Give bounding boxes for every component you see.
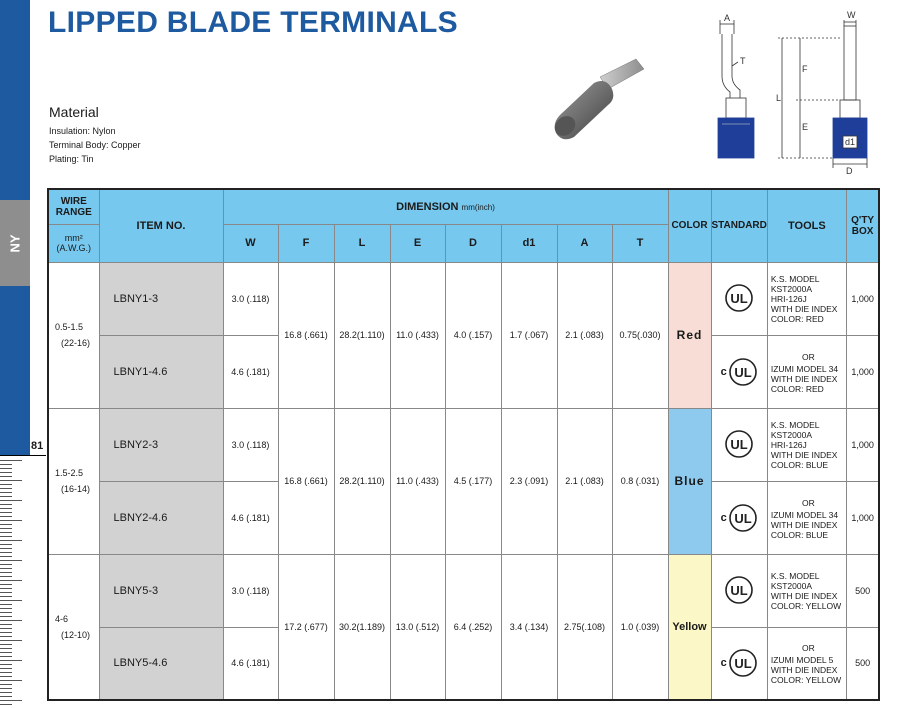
qty-cell: 500 [846, 627, 879, 700]
tools-cell: K.S. MODEL KST2000A WITH DIE INDEX COLOR: YELLOW [767, 554, 846, 627]
dim-d1-cell: 3.4 (.134) [501, 554, 557, 700]
ruler-tick [0, 680, 22, 681]
ruler-tick [0, 516, 12, 517]
ruler-tick [0, 508, 12, 509]
ruler-tick [0, 500, 22, 501]
svg-text:UL: UL [734, 510, 752, 526]
ruler-tick [0, 572, 12, 573]
dim-a-cell: 2.1 (.083) [557, 408, 612, 554]
dim-f-cell: 17.2 (.677) [278, 554, 334, 700]
ruler-tick [0, 484, 12, 485]
product-photo [548, 55, 648, 145]
material-section [49, 104, 141, 166]
ruler-tick [0, 544, 12, 545]
ruler-tick [0, 676, 12, 677]
item-number-cell: LBNY1-3 [99, 262, 223, 335]
svg-text:T: T [740, 56, 746, 66]
page-number: 81 [31, 440, 44, 452]
svg-text:D: D [846, 166, 853, 176]
svg-text:A: A [724, 13, 731, 23]
svg-text:UL: UL [730, 436, 748, 452]
ruler-tick [0, 528, 12, 529]
dim-col-header: W [223, 224, 278, 262]
dim-col-header: d1 [501, 224, 557, 262]
or-label: OR [802, 643, 815, 654]
ruler-tick [0, 636, 12, 637]
or-label: OR [802, 497, 815, 508]
dim-f-cell: 16.8 (.661) [278, 408, 334, 554]
dim-w-cell: 4.6 (.181) [223, 627, 278, 700]
table-row [48, 408, 879, 481]
ruler-tick [0, 468, 12, 469]
tools-cell: K.S. MODEL KST2000A HRI-126J WITH DIE INDEX COLOR: BLUE [767, 408, 846, 481]
ruler-tick [0, 624, 12, 625]
qty-cell: 1,000 [846, 262, 879, 335]
dim-w-cell: 3.0 (.118) [223, 262, 278, 335]
ruler-tick [0, 480, 22, 481]
ruler-tick [0, 612, 12, 613]
qty-header: Q'TY BOX [846, 189, 879, 262]
color-cell: Red [668, 262, 711, 408]
item-number-cell: LBNY5-3 [99, 554, 223, 627]
tools-cell: OR IZUMI MODEL 34 WITH DIE INDEX COLOR: BLUE [767, 481, 846, 554]
dim-w-cell: 3.0 (.118) [223, 408, 278, 481]
item-number-cell: LBNY2-4.6 [99, 481, 223, 554]
ruler-tick [0, 588, 12, 589]
ruler-tick [0, 652, 12, 653]
ul-mark-icon [724, 575, 754, 605]
ruler-tick [0, 584, 12, 585]
ruler-tick [0, 656, 12, 657]
ruler-tick [0, 488, 12, 489]
dim-d-cell: 6.4 (.252) [445, 554, 501, 700]
page-title: LIPPED BLADE TERMINALS [48, 6, 458, 39]
item-no-header: ITEM NO. [99, 189, 223, 262]
ruler-tick [0, 688, 12, 689]
dim-d-cell: 4.0 (.157) [445, 262, 501, 408]
dim-l-cell: 28.2(1.110) [334, 408, 390, 554]
standard-cell [711, 554, 767, 627]
wire-range-header: WIRE RANGE [48, 189, 99, 224]
dim-a-cell: 2.1 (.083) [557, 262, 612, 408]
dim-e-cell: 11.0 (.433) [390, 408, 445, 554]
standard-cell [711, 262, 767, 335]
dim-l-cell: 28.2(1.110) [334, 262, 390, 408]
dim-f-cell: 16.8 (.661) [278, 262, 334, 408]
ruler-tick [0, 512, 12, 513]
ruler-tick [0, 632, 12, 633]
ruler-tick [0, 620, 22, 621]
ruler-tick [0, 556, 12, 557]
ruler-tick [0, 524, 12, 525]
specs-table [47, 188, 880, 701]
item-number-cell: LBNY1-4.6 [99, 335, 223, 408]
wire-range-cell: 1.5-2.5 (16-14) [48, 408, 99, 554]
ruler-tick [0, 464, 12, 465]
ruler-tick [0, 648, 12, 649]
ul-mark-icon [724, 283, 754, 313]
ruler-tick [0, 660, 22, 661]
cul-mark-icon: c UL [721, 503, 758, 533]
qty-cell: 500 [846, 554, 879, 627]
color-cell: Blue [668, 408, 711, 554]
ruler-marks [0, 460, 30, 708]
dim-t-cell: 0.8 (.031) [612, 408, 668, 554]
section-tab: NY [0, 200, 30, 286]
dim-col-header: F [278, 224, 334, 262]
dim-a-cell: 2.75(.108) [557, 554, 612, 700]
standard-cell [711, 408, 767, 481]
ruler-tick [0, 548, 12, 549]
or-label: OR [802, 351, 815, 362]
ul-mark-icon [724, 429, 754, 459]
dim-e-cell: 13.0 (.512) [390, 554, 445, 700]
dim-d1-cell: 1.7 (.067) [501, 262, 557, 408]
svg-text:L: L [776, 93, 782, 103]
color-cell: Yellow [668, 554, 711, 700]
svg-text:UL: UL [734, 656, 752, 672]
wire-range-cell: 4-6 (12-10) [48, 554, 99, 700]
ruler-tick [0, 476, 12, 477]
ruler-tick [0, 668, 12, 669]
svg-text:E: E [802, 122, 809, 132]
ruler-tick [0, 520, 22, 521]
ruler-tick [0, 532, 12, 533]
table-row [48, 554, 879, 627]
dim-w-cell: 4.6 (.181) [223, 481, 278, 554]
ruler-tick [0, 600, 22, 601]
ruler-tick [0, 684, 12, 685]
ruler-tick [0, 700, 22, 701]
ruler-tick [0, 540, 22, 541]
material-line: Insulation: Nylon [49, 126, 116, 136]
dim-w-cell: 3.0 (.118) [223, 554, 278, 627]
dim-col-header: D [445, 224, 501, 262]
tools-cell: OR IZUMI MODEL 5 WITH DIE INDEX COLOR: YELLOW [767, 627, 846, 700]
ruler-tick [0, 604, 12, 605]
dim-t-cell: 1.0 (.039) [612, 554, 668, 700]
ruler-tick [0, 616, 12, 617]
tools-header: TOOLS [767, 189, 846, 262]
ruler-tick [0, 580, 22, 581]
dim-l-cell: 30.2(1.189) [334, 554, 390, 700]
dim-col-header: E [390, 224, 445, 262]
ruler-tick [0, 704, 12, 705]
qty-cell: 1,000 [846, 408, 879, 481]
tools-cell: OR IZUMI MODEL 34 WITH DIE INDEX COLOR: RED [767, 335, 846, 408]
standard-cell [711, 627, 767, 700]
dim-col-header: A [557, 224, 612, 262]
item-number-cell: LBNY2-3 [99, 408, 223, 481]
ruler-tick [0, 560, 22, 561]
cul-mark-icon: c UL [721, 357, 758, 387]
ruler-tick [0, 628, 12, 629]
svg-text:UL: UL [730, 582, 748, 598]
table-row [48, 262, 879, 335]
ruler-tick [0, 696, 12, 697]
ruler-tick [0, 576, 12, 577]
wire-unit-header: mm² (A.W.G.) [48, 224, 99, 262]
dimension-drawing [700, 6, 880, 176]
dim-d1-cell: 2.3 (.091) [501, 408, 557, 554]
qty-cell: 1,000 [846, 481, 879, 554]
dim-t-cell: 0.75(.030) [612, 262, 668, 408]
item-number-cell: LBNY5-4.6 [99, 627, 223, 700]
cul-mark-icon: c UL [721, 648, 758, 678]
ruler-tick [0, 692, 12, 693]
ruler-tick [0, 460, 22, 461]
ruler-tick [0, 504, 12, 505]
ruler-tick [0, 640, 22, 641]
divider [0, 455, 46, 456]
qty-cell: 1,000 [846, 335, 879, 408]
material-line: Plating: Tin [49, 154, 94, 164]
tools-cell: K.S. MODEL KST2000A HRI-126J WITH DIE INDEX COLOR: RED [767, 262, 846, 335]
ruler-tick [0, 608, 12, 609]
ruler-tick [0, 536, 12, 537]
svg-text:d1: d1 [845, 137, 856, 147]
ruler-tick [0, 472, 12, 473]
dim-e-cell: 11.0 (.433) [390, 262, 445, 408]
svg-text:F: F [802, 64, 808, 74]
wire-range-cell: 0.5-1.5 (22-16) [48, 262, 99, 408]
ruler-tick [0, 644, 12, 645]
standard-cell [711, 481, 767, 554]
dim-col-header: T [612, 224, 668, 262]
ruler-tick [0, 664, 12, 665]
ruler-tick [0, 596, 12, 597]
ruler-tick [0, 496, 12, 497]
dim-w-cell: 4.6 (.181) [223, 335, 278, 408]
svg-text:W: W [847, 10, 856, 20]
ruler-tick [0, 568, 12, 569]
standard-cell [711, 335, 767, 408]
svg-text:UL: UL [730, 290, 748, 306]
material-heading: Material [49, 104, 99, 120]
standard-header: STANDARD [711, 189, 767, 262]
color-header: COLOR [668, 189, 711, 262]
ruler-tick [0, 672, 12, 673]
ruler-tick [0, 492, 12, 493]
dimension-header: DIMENSION mm(inch) [223, 189, 668, 224]
dim-d-cell: 4.5 (.177) [445, 408, 501, 554]
ruler-tick [0, 592, 12, 593]
svg-text:UL: UL [734, 364, 752, 380]
ruler-tick [0, 552, 12, 553]
material-line: Terminal Body: Copper [49, 140, 141, 150]
ruler-tick [0, 564, 12, 565]
dim-col-header: L [334, 224, 390, 262]
